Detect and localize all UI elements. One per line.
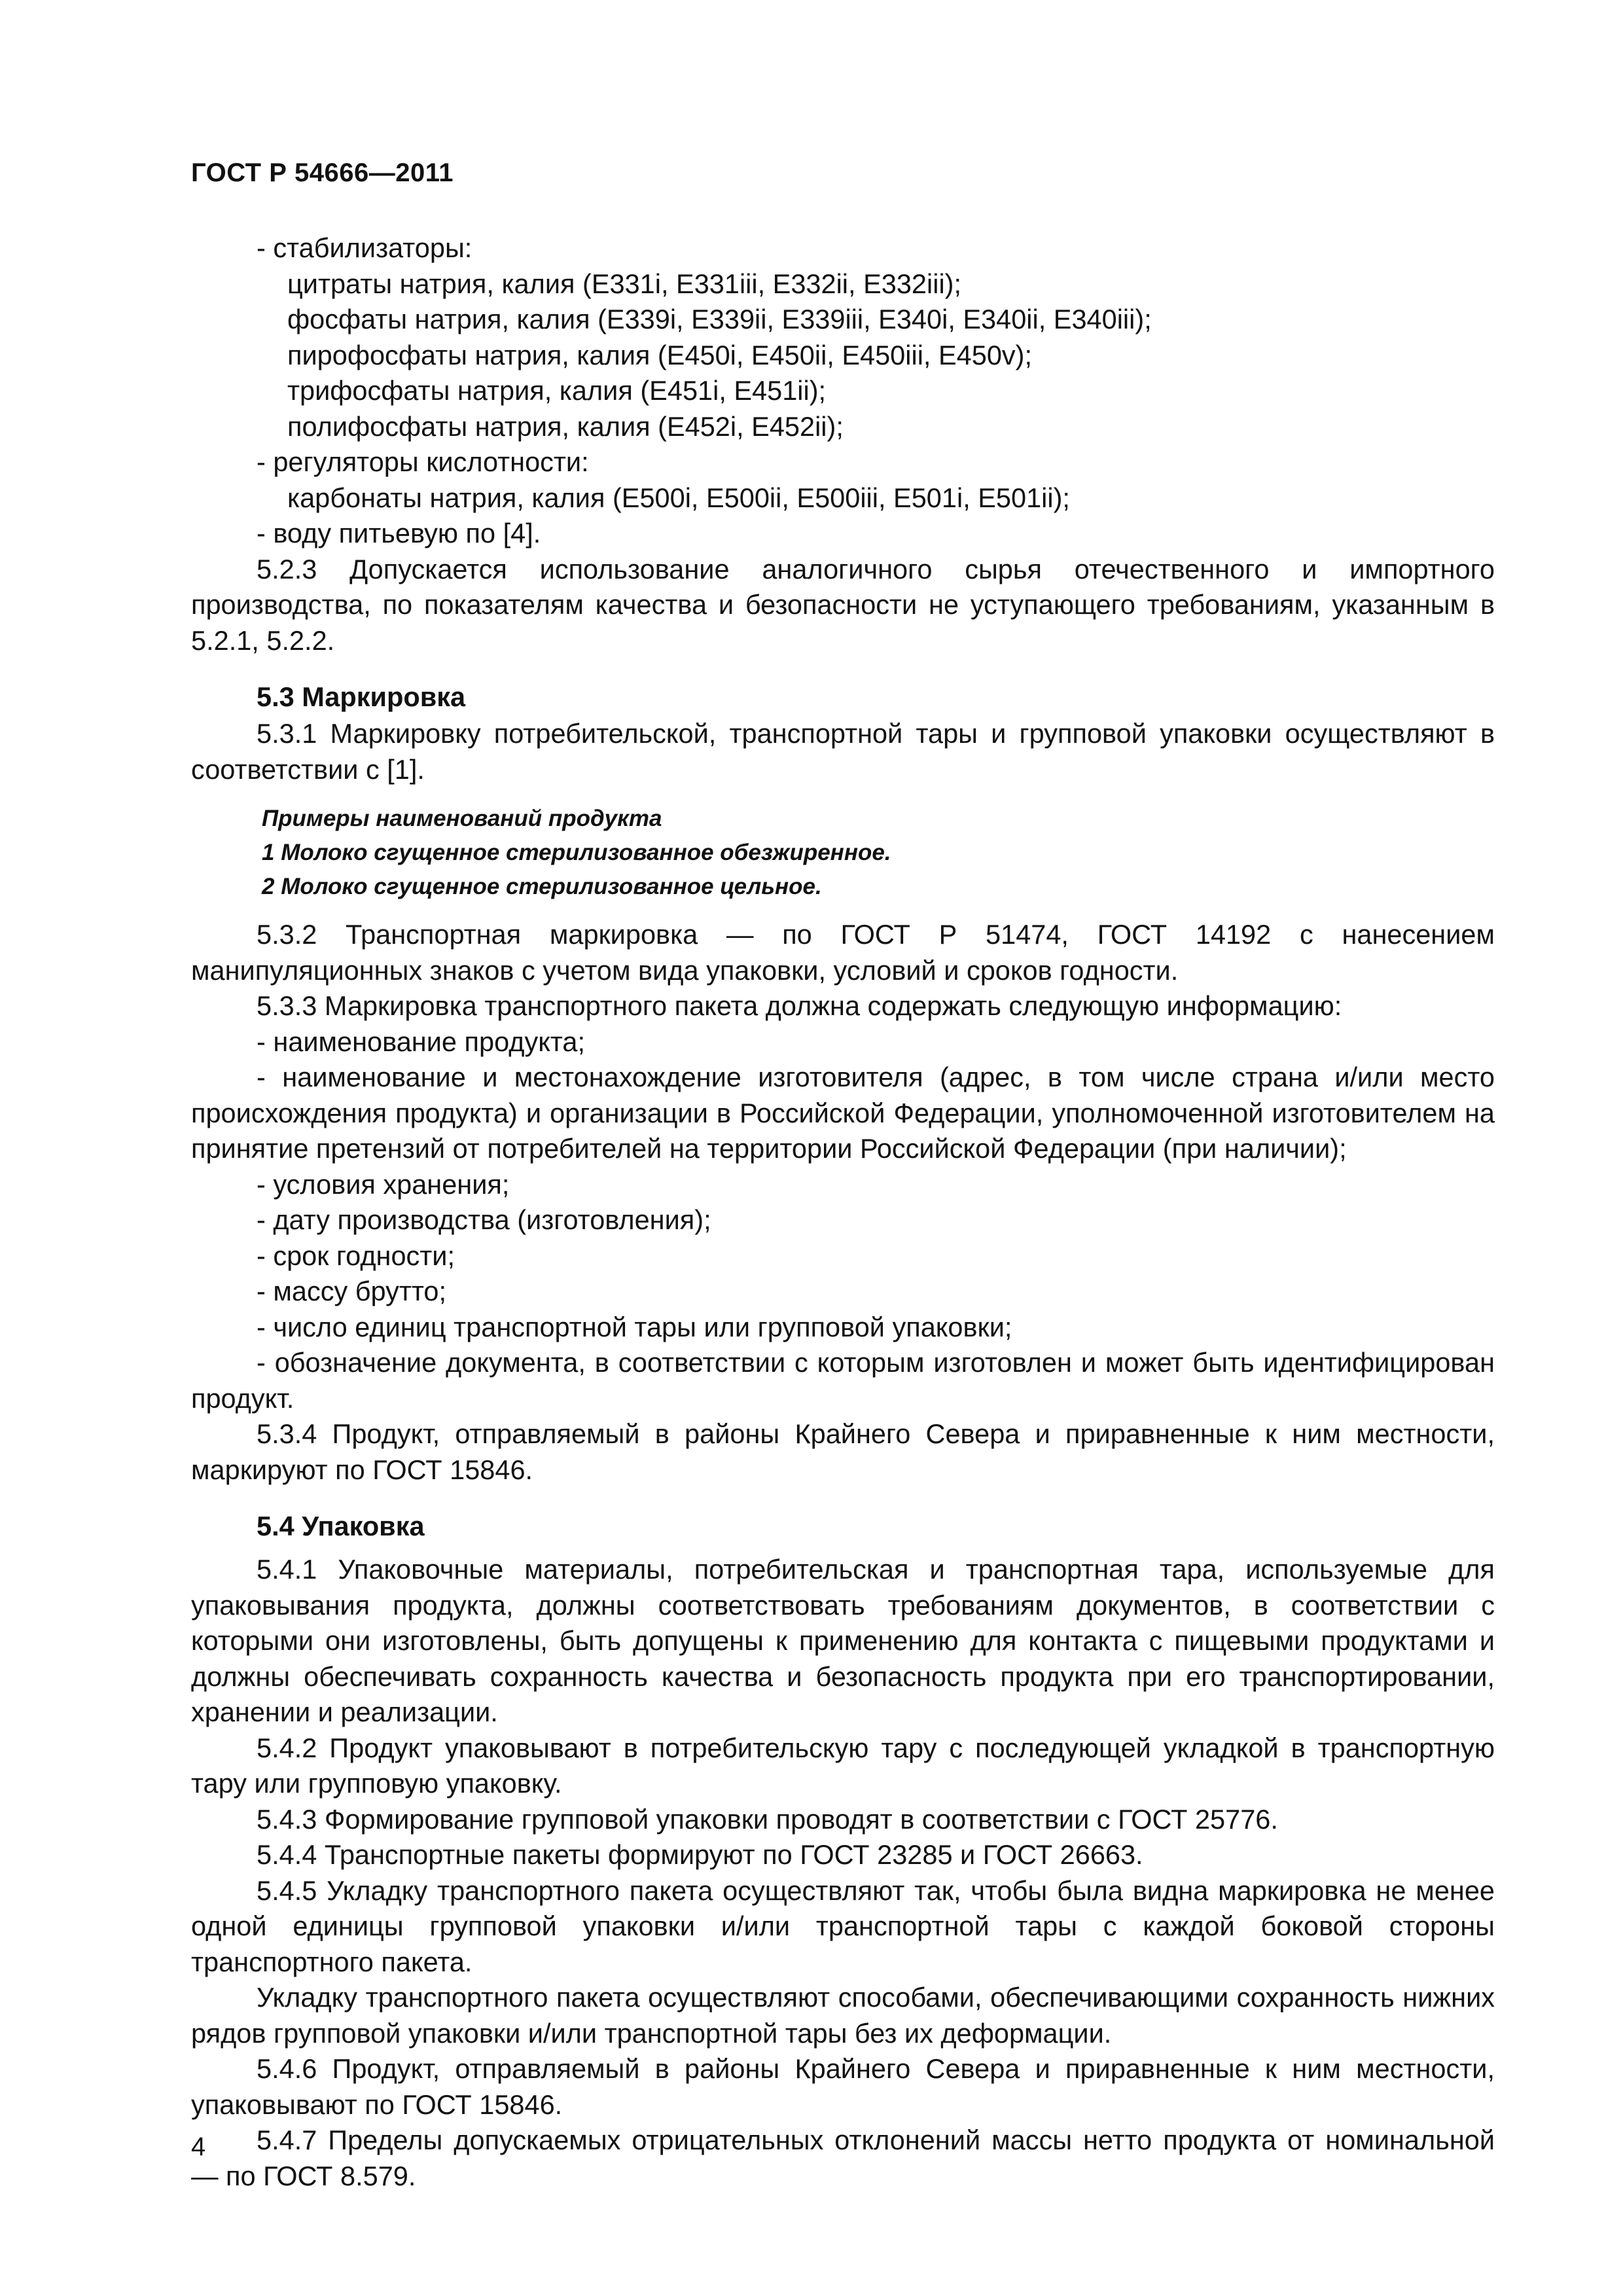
paragraph-5-4-2: 5.4.2 Продукт упаковывают в потребительскую тару с последующей укладкой в транспортную тару или групповую упаковку. [191,1732,1495,1799]
examples-title: Примеры наименований продукта [262,806,662,831]
list-subitem: карбонаты натрия, калия (E500i, E500ii, E500iii, E501i, E501ii); [287,482,1070,513]
section-heading-5-3: 5.3 Маркировка [257,681,466,712]
list-subitem: пирофосфаты натрия, калия (E450i, E450ii, E450iii, E450v); [287,339,1033,370]
list-item: - условия хранения; [257,1168,510,1200]
paragraph-5-3-4: 5.3.4 Продукт, отправляемый в районы Крайнего Севера и приравненные к ним местности, маркируют по ГОСТ 15846. [191,1418,1495,1485]
list-subitem: полифосфаты натрия, калия (E452i, E452ii); [287,410,844,442]
list-item: - обозначение документа, в соответствии с которым изготовлен и может быть идентифицирован продукт. [191,1347,1495,1414]
paragraph-5-2-3: 5.2.3 Допускается использование аналогичного сырья отечественного и импортного производства, по показателям качества и безопасности не уступающего требованиям, указанным в 5.2.1, 5.2.2. [191,553,1495,656]
example-item: 1 Молоко сгущенное стерилизованное обезжиренное. [262,840,891,865]
list-item: - срок годности; [257,1240,455,1271]
list-item: - дату производства (изготовления); [257,1204,711,1235]
list-subitem: цитраты натрия, калия (E331i, E331iii, E332ii, E332iii); [287,268,962,299]
list-item: - стабилизаторы: [257,232,473,263]
paragraph-5-3-1: 5.3.1 Маркировку потребительской, транспортной тары и групповой упаковки осуществляют в соответствии с [1]. [191,718,1495,785]
paragraph-5-4-3: 5.4.3 Формирование групповой упаковки проводят в соответствии с ГОСТ 25776. [257,1803,1278,1835]
example-item: 2 Молоко сгущенное стерилизованное цельное. [262,874,822,899]
page-content [191,230,1495,2194]
list-item: - воду питьевую по [4]. [257,518,541,548]
paragraph-5-4-5-cont: Укладку транспортного пакета осуществляют способами, обеспечивающими сохранность нижних рядов групповой упаковки и/или транспортной тары без их деформации. [191,1982,1495,2049]
list-item: - наименование и местонахождение изготовителя (адрес, в том числе страна и/или место происхождения продукта) и организации в Российской Федерации, уполномоченной изготовителем на принятие претензий от потребителей на территории Российской Федерации (при наличии); [191,1062,1495,1164]
list-subitem: трифосфаты натрия, калия (E451i, E451ii); [287,375,827,406]
list-item: - массу брутто; [257,1276,447,1306]
paragraph-5-3-3: 5.3.3 Маркировка транспортного пакета должна содержать следующую информацию: [257,990,1342,1021]
page-number: 4 [191,2132,206,2161]
document-code: ГОСТ Р 54666—2011 [191,158,454,187]
paragraph-5-4-1: 5.4.1 Упаковочные материалы, потребительская и транспортная тара, используемые для упаковывания продукта, должны соответствовать требованиям документов, в соответствии с которыми они изготовлены, быть допущены к применению для контакта с пищевыми продуктами и должны обеспечивать сохранность качества и безопасность продукта при его транспортировании, хранении и реализации. [191,1554,1495,1727]
paragraph-5-3-2: 5.3.2 Транспортная маркировка — по ГОСТ Р 51474, ГОСТ 14192 с нанесением манипуляционных знаков с учетом вида упаковки, условий и сроков годности. [191,919,1495,986]
list-subitem: фосфаты натрия, калия (E339i, E339ii, E339iii, E340i, E340ii, E340iii); [287,304,1152,334]
list-item: - регуляторы кислотности: [257,446,589,477]
paragraph-5-4-6: 5.4.6 Продукт, отправляемый в районы Крайнего Севера и приравненные к ним местности, упаковывают по ГОСТ 15846. [191,2053,1495,2120]
paragraph-5-4-4: 5.4.4 Транспортные пакеты формируют по ГОСТ 23285 и ГОСТ 26663. [257,1839,1143,1870]
paragraph-5-4-5: 5.4.5 Укладку транспортного пакета осуществляют так, чтобы была видна маркировка не менее одной единицы групповой упаковки и/или транспортной тары с каждой боковой стороны транспортного пакета. [191,1874,1495,1977]
product-name-examples [191,802,1495,904]
section-heading-5-4: 5.4 Упаковка [257,1511,425,1541]
list-item: - наименование продукта; [257,1026,585,1057]
list-item: - число единиц транспортной тары или групповой упаковки; [257,1311,1012,1342]
paragraph-5-4-7: 5.4.7 Пределы допускаемых отрицательных отклонений массы нетто продукта от номинальной — по ГОСТ 8.579. [191,2125,1495,2191]
